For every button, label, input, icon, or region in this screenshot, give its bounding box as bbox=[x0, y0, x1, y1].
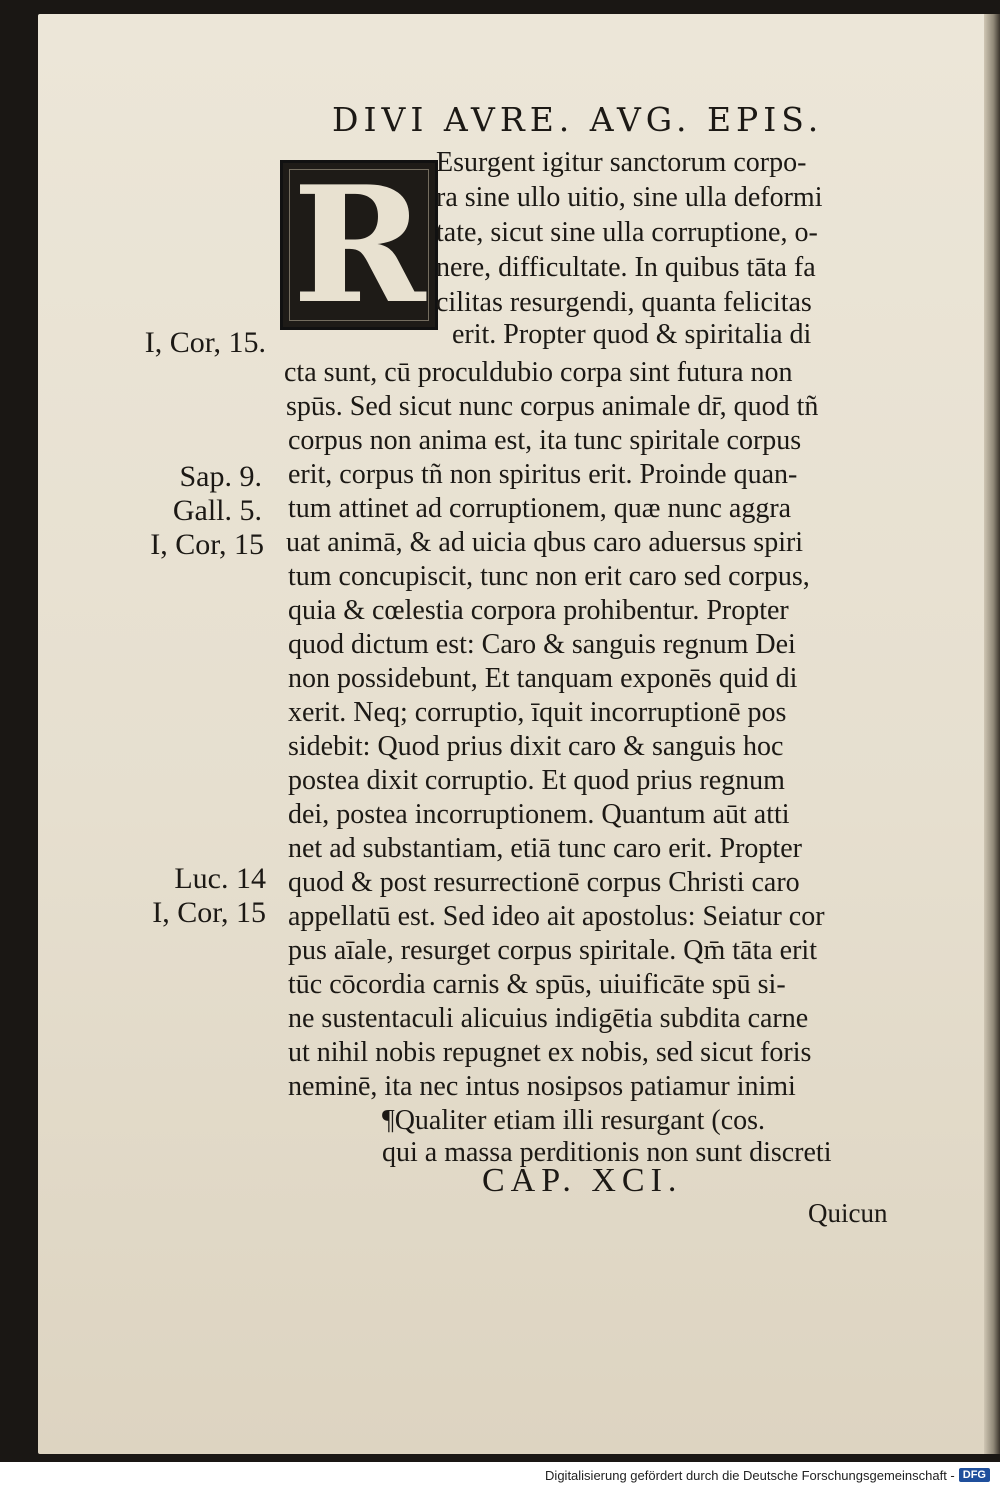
chapter-summary-line: qui a massa perditionis non sunt discreti bbox=[382, 1137, 832, 1168]
marginal-note: Sap. 9. bbox=[179, 460, 262, 493]
catchword: Quicun bbox=[808, 1198, 888, 1228]
text-line: nere, difficultate. In quibus tāta fa bbox=[436, 252, 816, 283]
text-line: pus aīale, resurget corpus spiritale. Qm̄ tāta erit bbox=[288, 935, 817, 966]
text-line: ut nihil nobis repugnet ex nobis, sed sicut foris bbox=[288, 1037, 812, 1068]
text-line: cilitas resurgendi, quanta felicitas bbox=[436, 287, 812, 318]
text-line: appellatū est. Sed ideo ait apostolus: Seiatur cor bbox=[288, 901, 825, 932]
footer-text: Digitalisierung gefördert durch die Deutsche Forschungsgemeinschaft - bbox=[545, 1467, 955, 1483]
text-line: quod & post resurrectionē corpus Christi caro bbox=[288, 867, 800, 898]
text-line: erit. Propter quod & spiritalia di bbox=[452, 319, 812, 350]
text-line: tate, sicut sine ulla corruptione, o- bbox=[436, 217, 818, 248]
text-line: non possidebunt, Et tanquam exponēs quid di bbox=[288, 663, 798, 694]
text-line: corpus non anima est, ita tunc spiritale corpus bbox=[288, 425, 802, 456]
text-line: net ad substantiam, etiā tunc caro erit. Propter bbox=[288, 833, 802, 864]
text-line: dei, postea incorruptionem. Quantum aūt atti bbox=[288, 799, 790, 830]
dfg-logo: DFG bbox=[959, 1468, 990, 1482]
text-line: postea dixit corruptio. Et quod prius regnum bbox=[288, 765, 785, 796]
text-line: tum attinet ad corruptionem, quæ nunc aggra bbox=[288, 493, 792, 524]
chapter-summary-line: ¶Qualiter etiam illi resurgant (cos. bbox=[382, 1105, 766, 1136]
page-edge bbox=[984, 14, 1000, 1454]
text-line: quod dictum est: Caro & sanguis regnum Dei bbox=[288, 629, 796, 660]
text-line: Esurgent igitur sanctorum corpo- bbox=[436, 147, 807, 178]
digitization-footer bbox=[0, 1462, 1000, 1488]
initial-letter: R bbox=[292, 160, 426, 330]
text-line: quia & cœlestia corpora prohibentur. Propter bbox=[288, 595, 789, 626]
marginal-note: I, Cor, 15 bbox=[150, 528, 264, 561]
running-head: DIVI AVRE. AVG. EPIS. bbox=[332, 100, 824, 139]
marginal-note: I, Cor, 15. bbox=[144, 326, 266, 359]
text-line: xerit. Neq; corruptio, īquit incorruptionē pos bbox=[288, 697, 787, 728]
text-line: cta sunt, cū proculdubio corpa sint futura non bbox=[284, 357, 793, 388]
text-line: spūs. Sed sicut nunc corpus animale dr̄, quod tñ bbox=[286, 391, 819, 422]
text-line: ne sustentaculi alicuius indigētia subdita carne bbox=[288, 1003, 809, 1034]
text-line: tum concupiscit, tunc non erit caro sed corpus, bbox=[288, 561, 810, 592]
text-line: ra sine ullo uitio, sine ulla deformi bbox=[436, 182, 823, 213]
text-line: sidebit: Quod prius dixit caro & sanguis hoc bbox=[288, 731, 784, 762]
text-line: uat animā, & ad uicia qbus caro aduersus spiri bbox=[286, 527, 804, 558]
paragraph-mark: ¶ bbox=[382, 1105, 395, 1136]
marginal-note: I, Cor, 15 bbox=[152, 896, 266, 929]
chapter-heading: CAP. XCI. bbox=[482, 1162, 683, 1199]
marginal-note: Luc. 14 bbox=[174, 862, 266, 895]
text-line: tūc cōcordia carnis & spūs, uiuificāte spū si- bbox=[288, 969, 786, 1000]
text-line: neminē, ita nec intus nosipsos patiamur inimi bbox=[288, 1071, 796, 1102]
marginal-note: Gall. 5. bbox=[172, 494, 262, 527]
decorated-initial bbox=[280, 160, 438, 330]
text-line: erit, corpus tñ non spiritus erit. Proinde quan- bbox=[288, 459, 798, 490]
